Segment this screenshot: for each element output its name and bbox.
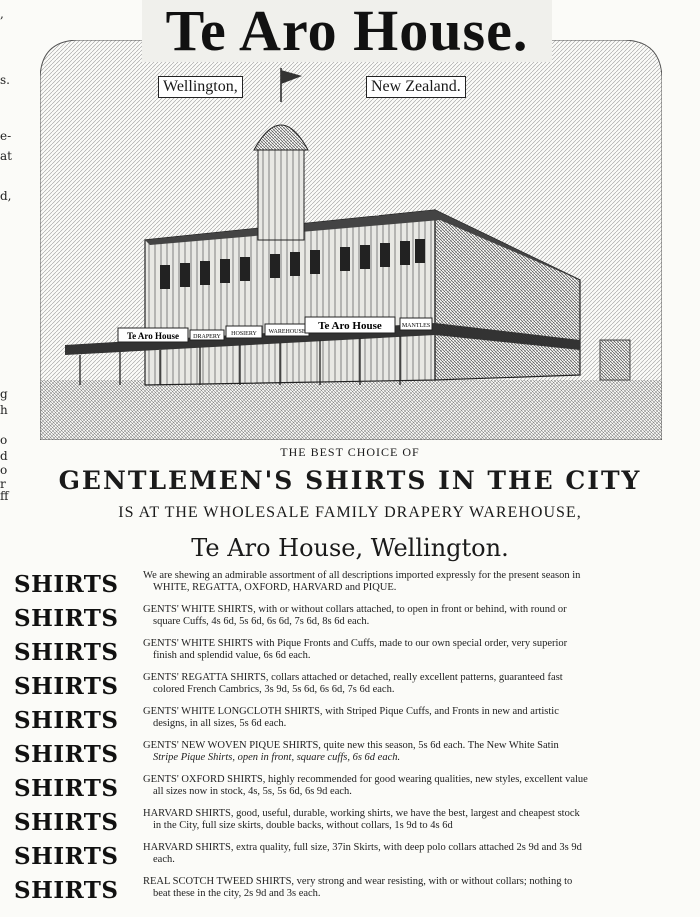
location-city: Wellington, bbox=[158, 76, 243, 98]
shirt-description bbox=[143, 638, 673, 662]
desc-line: all sizes now in stock, 4s, 5s, 5s 6d, 6s 9d each. bbox=[153, 786, 352, 797]
desc-line: We are shewing an admirable assortment of all descriptions imported expressly for the present season in bbox=[143, 570, 581, 581]
desc-line: GENTS' OXFORD SHIRTS, highly recommended for good wearing qualities, new styles, excellent value bbox=[143, 774, 588, 785]
shirt-description bbox=[143, 842, 673, 866]
shirt-label: SHIRTS bbox=[14, 877, 119, 904]
sub-heading: IS AT THE WHOLESALE FAMILY DRAPERY WAREHOUSE, bbox=[118, 504, 582, 521]
shirt-description bbox=[143, 570, 673, 594]
desc-line: GENTS' REGATTA SHIRTS, collars attached or detached, really excellent patterns, guaranteed fast bbox=[143, 672, 563, 683]
shirt-label: SHIRTS bbox=[14, 775, 119, 802]
desc-line: beat these in the city, 2s 9d and 3s each. bbox=[153, 888, 321, 899]
shirt-label: SHIRTS bbox=[14, 639, 119, 666]
shirt-description bbox=[143, 706, 673, 730]
desc-line: GENTS' WHITE SHIRTS with Pique Fronts and Cuffs, made to our own special order, very superior bbox=[143, 638, 568, 649]
shirt-label: SHIRTS bbox=[14, 605, 119, 632]
shirt-label: SHIRTS bbox=[14, 571, 119, 598]
desc-line: in the City, full size skirts, double backs, without collars, 1s 9d to 4s 6d bbox=[153, 820, 453, 831]
desc-line: GENTS' NEW WOVEN PIQUE SHIRTS, quite new this season, 5s 6d each. The New White Satin bbox=[143, 740, 559, 751]
shirt-label: SHIRTS bbox=[14, 843, 119, 870]
shirt-row bbox=[0, 636, 700, 670]
desc-line: GENTS' WHITE SHIRTS, with or without collars attached, to open in front or behind, with round or bbox=[143, 604, 567, 615]
shirt-row bbox=[0, 738, 700, 772]
sign-draper: DRAPERY bbox=[193, 334, 221, 340]
shirt-description bbox=[143, 604, 673, 628]
best-choice-line: THE BEST CHOICE OF bbox=[280, 445, 420, 459]
location-country: New Zealand. bbox=[366, 76, 466, 98]
shirt-description bbox=[143, 774, 673, 798]
shirt-row bbox=[0, 840, 700, 874]
shirt-label: SHIRTS bbox=[14, 707, 119, 734]
scrap-text: ff bbox=[0, 489, 9, 503]
desc-line: GENTS' WHITE LONGCLOTH SHIRTS, with Striped Pique Cuffs, and Fronts in new and artistic bbox=[143, 706, 559, 717]
desc-line: Stripe Pique Shirts, open in front, square cuffs, 6s 6d each. bbox=[153, 752, 401, 763]
sign-small: Te Aro House bbox=[126, 331, 180, 341]
shirt-row bbox=[0, 670, 700, 704]
building-engraving bbox=[40, 40, 662, 440]
scrap-text: d bbox=[0, 449, 8, 463]
shirt-row bbox=[0, 704, 700, 738]
shirt-row bbox=[0, 874, 700, 908]
shirt-label: SHIRTS bbox=[14, 809, 119, 836]
main-heading: GENTLEMEN'S SHIRTS IN THE CITY bbox=[58, 466, 642, 495]
sign-hosiery: HOSIERY bbox=[231, 331, 257, 337]
shirt-description bbox=[143, 808, 673, 832]
desc-line: HARVARD SHIRTS, extra quality, full size, 37in Skirts, with deep polo collars attached 2s 9d and 3s 9d bbox=[143, 842, 582, 853]
shirt-row bbox=[0, 568, 700, 602]
desc-line: designs, in all sizes, 5s 6d each. bbox=[153, 718, 287, 729]
scrap-text: , bbox=[0, 7, 4, 21]
scrap-text: s. bbox=[0, 73, 10, 87]
scrap-text: o bbox=[0, 433, 8, 447]
shirt-row bbox=[0, 772, 700, 806]
shirt-row bbox=[0, 602, 700, 636]
shirt-description bbox=[143, 876, 673, 900]
desc-line: colored French Cambrics, 3s 9d, 5s 6d, 6s 6d, 7s 6d each. bbox=[153, 684, 395, 695]
shirt-description bbox=[143, 672, 673, 696]
shirt-label: SHIRTS bbox=[14, 741, 119, 768]
page-title: Te Aro House. bbox=[142, 0, 552, 62]
sign-warehouse: WAREHOUSE bbox=[268, 329, 306, 335]
desc-line: REAL SCOTCH TWEED SHIRTS, very strong and wear resisting, with or without collars; nothing to bbox=[143, 876, 573, 887]
shirt-label: SHIRTS bbox=[14, 673, 119, 700]
scrap-text: d, bbox=[0, 189, 12, 203]
desc-line: WHITE, REGATTA, OXFORD, HARVARD and PIQUE. bbox=[153, 582, 397, 593]
place-heading: Te Aro House, Wellington. bbox=[191, 534, 509, 562]
scrap-text: e- bbox=[0, 129, 12, 143]
scrap-text: o bbox=[0, 463, 8, 477]
scrap-text: at bbox=[0, 149, 12, 163]
shirt-row bbox=[0, 806, 700, 840]
scrap-text: g bbox=[0, 387, 8, 401]
desc-line: each. bbox=[153, 854, 175, 865]
desc-line: finish and splendid value, 6s 6d each. bbox=[153, 650, 311, 661]
desc-line: square Cuffs, 4s 6d, 5s 6d, 6s 6d, 7s 6d, 8s 6d each. bbox=[153, 616, 370, 627]
desc-line: HARVARD SHIRTS, good, useful, durable, working shirts, we have the best, largest and cheapest stock bbox=[143, 808, 580, 819]
scrap-text: h bbox=[0, 403, 8, 417]
sign-main: Te Aro House bbox=[318, 320, 382, 332]
sign-other: MANTLES bbox=[401, 323, 431, 329]
scrap-text: r bbox=[0, 477, 6, 491]
shirt-description bbox=[143, 740, 673, 764]
sign-year: 1886 bbox=[365, 210, 379, 218]
